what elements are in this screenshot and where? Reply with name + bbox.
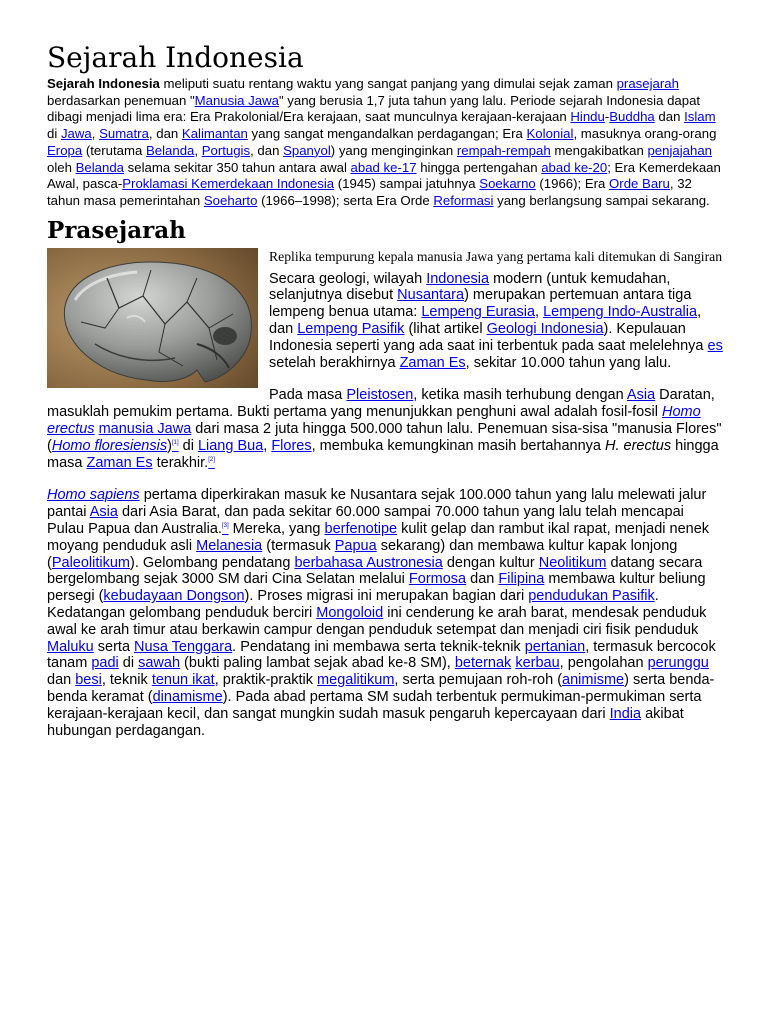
text-run: hingga masa xyxy=(47,437,719,471)
article-link[interactable]: pertanian xyxy=(524,638,586,655)
text-run: (1966); Era xyxy=(535,176,610,192)
text-run: oleh xyxy=(47,159,76,175)
article-link[interactable]: Eropa xyxy=(47,142,83,158)
text-run: (bukti paling lambat sejak abad ke-8 SM), xyxy=(180,655,455,672)
text-run: ). Gelombang pendatang xyxy=(130,554,295,571)
text-run: mengakibatkan xyxy=(550,142,648,158)
text-run: pertama diperkirakan masuk ke Nusantara sejak 100.000 tahun yang lalu melewati jalur pantai xyxy=(47,487,707,521)
text-run: (lihat artikel xyxy=(404,321,487,338)
article-link[interactable]: rempah-rempah xyxy=(456,142,551,158)
text-run: ; Era Kemerdekaan Awal, pasca- xyxy=(47,159,721,192)
article-link[interactable]: Soeharto xyxy=(203,192,258,208)
text-run: , xyxy=(263,437,272,454)
article-link[interactable]: Paleolitikum xyxy=(51,554,131,571)
figure-caption: Replika tempurung kepala manusia Jawa yang pertama kali ditemukan di Sangiran xyxy=(269,248,723,264)
text-run: ) merupakan pertemuan antara tiga lempeng benua utama: xyxy=(269,287,692,321)
text-run: (terutama xyxy=(82,142,146,158)
article-link[interactable]: Manusia Jawa xyxy=(194,92,279,108)
article-link[interactable]: Pleistosen xyxy=(346,387,414,404)
article-link[interactable]: Soekarno xyxy=(479,176,536,192)
text-run: terakhir. xyxy=(152,454,209,471)
article-link[interactable]: besi xyxy=(75,672,102,689)
text-run: ). Kepulauan Indonesia seperti yang ada saat ini terbentuk pada saat melelehnya xyxy=(269,321,708,354)
reference-link[interactable]: [1] xyxy=(171,439,179,446)
article-link[interactable]: Papua xyxy=(334,537,377,554)
text-run: (1945) sampai jatuhnya xyxy=(334,176,480,192)
article-link[interactable]: Lempeng Pasifik xyxy=(297,321,405,338)
text-run: dan xyxy=(47,672,76,689)
article-link[interactable]: Asia xyxy=(626,387,656,404)
article-link[interactable]: Neolitikum xyxy=(538,554,607,571)
text-run: di xyxy=(118,655,139,672)
text-run: dan xyxy=(466,571,499,588)
article-link[interactable]: berfenotipe xyxy=(324,520,398,537)
text-run: , membuka kemungkinan masih bertahannya xyxy=(311,437,606,454)
article-link[interactable]: Mongoloid xyxy=(316,604,384,621)
article-link[interactable]: India xyxy=(609,705,642,722)
text-run: sekarang) dan membawa kultur kapak lonjong ( xyxy=(47,537,678,571)
text-run: ) xyxy=(167,437,172,454)
text-run: , dan xyxy=(148,126,182,142)
article-link[interactable]: Islam xyxy=(684,109,716,125)
text-run: di xyxy=(178,437,198,454)
article-link[interactable]: pendudukan Pasifik xyxy=(528,588,655,605)
text-run: , sekitar 10.000 tahun yang lalu. xyxy=(465,354,672,371)
article-link[interactable]: megalitikum xyxy=(317,672,395,689)
article-link[interactable]: Melanesia xyxy=(196,537,263,554)
article-link[interactable]: penjajahan xyxy=(647,142,713,158)
text-run: ) yang menginginkan xyxy=(330,142,457,158)
article-link[interactable]: Liang Bua xyxy=(197,437,264,454)
article-link[interactable]: sawah xyxy=(138,655,181,672)
article-link[interactable]: tenun ikat xyxy=(151,672,215,689)
text-run: (termasuk xyxy=(262,537,335,554)
article-link[interactable]: Zaman Es xyxy=(86,454,153,471)
article-link[interactable]: Kalimantan xyxy=(181,126,248,142)
article-link[interactable]: Lempeng Eurasia xyxy=(421,304,536,321)
text-run: datang secara bergelombang sejak 3000 SM dari Cina Selatan melalui xyxy=(47,554,703,588)
article-link[interactable]: Maluku xyxy=(47,638,94,655)
text-run: yang sangat mengandalkan perdagangan; Era xyxy=(247,126,527,142)
reference-link[interactable]: [3] xyxy=(221,523,229,530)
article-link[interactable]: Homo erectus xyxy=(47,404,701,437)
text-run: dengan kultur xyxy=(442,554,539,571)
article-link[interactable]: Jawa xyxy=(60,126,92,142)
text-run: membawa kultur beliung persegi ( xyxy=(47,571,706,605)
article-link[interactable]: Filipina xyxy=(498,571,545,588)
article-link[interactable]: Spanyol xyxy=(283,142,331,158)
text-run: , xyxy=(535,304,544,321)
text-run: , praktik-praktik xyxy=(214,672,318,689)
article-link[interactable]: Sumatra xyxy=(99,126,149,142)
article-link[interactable]: Flores xyxy=(271,437,312,454)
section-prasejarah xyxy=(47,216,723,740)
article-link[interactable]: Belanda xyxy=(75,159,125,175)
article-link[interactable]: Nusantara xyxy=(397,287,465,304)
text-run: , masuknya orang-orang xyxy=(573,126,717,142)
article-link[interactable]: beternak xyxy=(454,655,512,672)
article-link[interactable]: Orde Baru xyxy=(609,176,670,192)
text-run: yang berlangsung sampai sekarang. xyxy=(493,192,710,208)
text-run: dan xyxy=(654,109,685,125)
text-run: ) serta benda-benda keramat ( xyxy=(47,672,715,705)
paragraph xyxy=(47,387,723,471)
bold-text: Sejarah Indonesia xyxy=(47,76,160,91)
text-run: , xyxy=(91,126,100,142)
text-run: ). Pada abad pertama SM sudah terbentuk permukiman-permukiman serta kerajaan-kerajaan kecil, dan sangat mungkin sudah masuk pengaruh kepercayaan dari xyxy=(47,688,702,722)
article-link[interactable]: Portugis xyxy=(201,142,251,158)
text-run: Mereka, yang xyxy=(228,520,325,537)
article-link[interactable]: Buddha xyxy=(609,109,655,125)
text-run: , pengolahan xyxy=(559,655,648,672)
text-run: , 32 tahun masa pemerintahan xyxy=(47,176,692,208)
article-link[interactable]: Zaman Es xyxy=(399,354,466,371)
skull-image[interactable] xyxy=(47,248,258,388)
article-link[interactable]: manusia Jawa xyxy=(98,421,192,437)
text-run: akibat hubungan perdagangan. xyxy=(47,705,684,739)
text-run: serta xyxy=(93,638,135,655)
text-run: Daratan, masuklah pemukim pertama. Bukti pertama yang menunjukkan penghuni awal adalah fosil-fosil xyxy=(47,387,715,421)
article-link[interactable]: Belanda xyxy=(145,142,195,158)
article-link[interactable]: Asia xyxy=(89,504,118,521)
article-link[interactable]: kerbau xyxy=(515,655,560,672)
article-link[interactable]: prasejarah xyxy=(616,76,679,91)
text-run: - xyxy=(604,109,610,125)
article-link[interactable]: Reformasi xyxy=(433,192,494,208)
text-run: H. erectus xyxy=(605,437,672,454)
text-run: setelah berakhirnya xyxy=(269,354,400,371)
text-run: modern (untuk kemudahan, selanjutnya disebut xyxy=(269,270,671,304)
text-run: , termasuk bercocok tanam xyxy=(47,638,716,672)
text-run: , serta pemujaan roh-roh ( xyxy=(394,672,563,689)
article-link[interactable]: Proklamasi Kemerdekaan Indonesia xyxy=(122,176,335,192)
text-run: selama sekitar 350 tahun antara awal xyxy=(124,159,351,175)
article-link[interactable]: animisme xyxy=(562,672,625,689)
text-run: berdasarkan penemuan " xyxy=(47,92,195,108)
article-link[interactable]: perunggu xyxy=(647,655,709,672)
article-link[interactable]: Geologi Indonesia xyxy=(486,321,604,338)
article-link[interactable]: abad ke-17 xyxy=(350,159,417,175)
text-run: Pada masa xyxy=(269,387,347,404)
section-heading: Prasejarah xyxy=(47,216,186,244)
text-run: dari masa 2 juta hingga 500.000 tahun lalu. Penemuan sisa-sisa "manusia Flores" ( xyxy=(47,421,722,454)
text-run: , teknik xyxy=(101,672,152,689)
text-run: , dan xyxy=(269,304,702,338)
article-link[interactable]: Kolonial xyxy=(526,126,574,142)
text-run: (1966–1998); serta Era Orde xyxy=(257,192,434,208)
page-title: Sejarah Indonesia xyxy=(47,41,304,74)
intro-paragraph xyxy=(47,76,723,210)
article-link[interactable]: Homo sapiens xyxy=(47,487,140,504)
article-link[interactable]: kebudayaan Dongson xyxy=(103,588,245,605)
article-link[interactable]: berbahasa Austronesia xyxy=(294,554,443,571)
text-run: , xyxy=(194,142,202,158)
text-run: ini cenderung ke arah barat, mendesak penduduk awal ke arah timur atau berkawin campur dengan penduduk setempat dan menjadi ciri fisik penduduk xyxy=(47,604,707,638)
text-run: dari Asia Barat, dan pada sekitar 60.000 sampai 70.000 tahun yang lalu telah mencapai Pulau Papua dan Australia. xyxy=(47,504,684,537)
paragraph xyxy=(47,487,723,739)
text-run: . Pendatang ini membawa serta teknik-teknik xyxy=(232,638,525,655)
article-link[interactable]: padi xyxy=(91,655,119,672)
text-run: " yang berusia 1,7 juta tahun yang lalu. Periode sejarah Indonesia dapat dibagi menjadi lima era: Era Prakolonial/Era kerajaan, saat munculnya kerajaan-kerajaan xyxy=(47,92,701,125)
article-link[interactable]: Homo floresiensis xyxy=(51,437,168,454)
article-link[interactable]: Hindu xyxy=(570,109,605,125)
text-run: ). Proses migrasi ini merupakan bagian dari xyxy=(244,588,529,605)
article-link[interactable]: Indonesia xyxy=(426,270,490,287)
article-link[interactable]: Lempeng Indo-Australia xyxy=(543,304,698,321)
text-run: kulit gelap dan rambut ikal rapat, menjadi nenek moyang penduduk asli xyxy=(47,520,710,554)
article xyxy=(47,40,723,739)
text-run: , dan xyxy=(250,142,284,158)
article-link[interactable]: abad ke-20 xyxy=(541,159,608,175)
text-run: , ketika masih terhubung dengan xyxy=(413,387,627,404)
text-run: Secara geologi, wilayah xyxy=(269,270,427,287)
text-run: . Kedatangan gelombang penduduk berciri xyxy=(47,588,659,621)
reference-link[interactable]: [2] xyxy=(208,456,215,463)
article-link[interactable]: dinamisme xyxy=(152,688,223,705)
article-link[interactable]: Formosa xyxy=(408,571,467,588)
article-link[interactable]: es xyxy=(707,337,723,354)
text-run: hingga pertengahan xyxy=(416,159,542,175)
text-run: di xyxy=(47,126,61,142)
text-run: meliputi suatu rentang waktu yang sangat panjang yang dimulai sejak zaman xyxy=(159,76,617,91)
article-link[interactable]: Nusa Tenggara xyxy=(134,638,233,655)
